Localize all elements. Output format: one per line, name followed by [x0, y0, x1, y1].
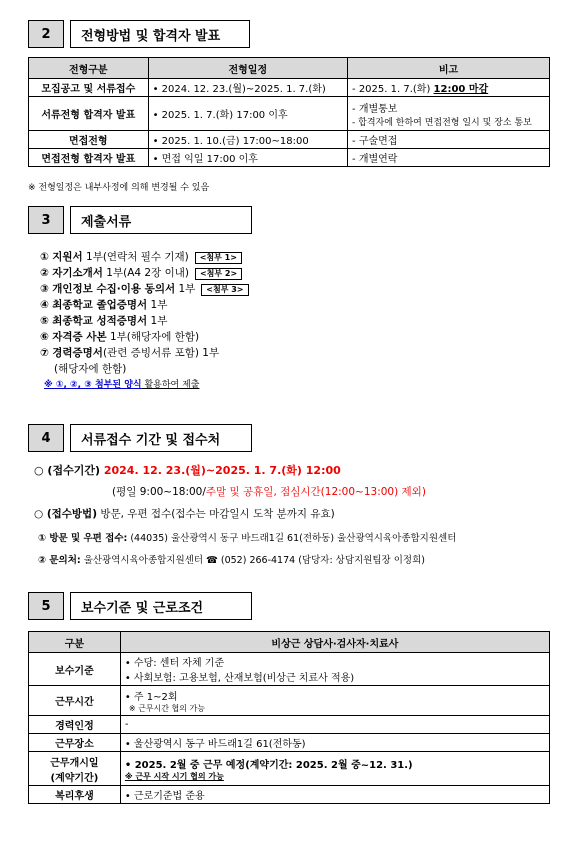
section-title: 서류접수 기간 및 접수처	[70, 424, 252, 452]
value-line: • 2025. 2월 중 근무 예정(계약기간: 2025. 2월 중~12. 31.)	[124, 759, 413, 771]
item-title: 최종학교 졸업증명서	[52, 299, 148, 311]
deadline-text: 12:00 마감	[433, 84, 489, 95]
table-row	[29, 686, 550, 716]
row-note	[348, 97, 550, 131]
item-title: 자격증 사본	[52, 331, 107, 343]
item-detail: 1부(A4 2장 이내)	[102, 267, 189, 279]
value-line: • 주 1~2회	[124, 691, 178, 703]
note-line: - 개별통보	[352, 103, 398, 115]
item-mark: ⑤	[40, 315, 49, 327]
row-label: 모집공고 및 서류접수	[29, 79, 149, 97]
section-number: 3	[28, 206, 64, 234]
list-item	[40, 249, 249, 265]
row-value: • 근로기준법 준용	[120, 786, 549, 804]
label-line: (계약기간)	[50, 772, 99, 784]
receipt-method	[34, 506, 335, 521]
list-item	[40, 265, 249, 281]
row-label: 근무시간	[29, 686, 121, 716]
item-mark: ⑥	[40, 331, 49, 343]
period-label: ○ (접수기간)	[34, 464, 104, 477]
value-line: • 수당: 센터 자체 기준	[124, 658, 225, 669]
value-line: • 사회보험: 고용보험, 산재보험(비상근 치료사 적용)	[124, 673, 355, 684]
work-conditions-table	[28, 631, 550, 804]
col-header: 비고	[348, 58, 550, 79]
row-value	[120, 752, 549, 786]
col-header: 전형일정	[148, 58, 347, 79]
item-mark: ⑦	[40, 347, 49, 359]
item-continuation: (해당자에 한함)	[54, 363, 127, 375]
receipt-hours	[112, 484, 426, 499]
selection-schedule-table	[28, 57, 550, 167]
item-detail: 1부(연락처 필수 기재)	[82, 251, 189, 263]
row-label: 경력인정	[29, 716, 121, 734]
table-row	[29, 716, 550, 734]
section-number: 5	[28, 592, 64, 620]
col-header: 전형구분	[29, 58, 149, 79]
section-title: 제출서류	[70, 206, 252, 234]
item-mark: ②	[40, 267, 49, 279]
col-header: 비상근 상담사·검사자·치료사	[120, 632, 549, 653]
list-item	[40, 297, 249, 313]
section-number: 4	[28, 424, 64, 452]
note-suffix: 활용하여 제출	[141, 380, 200, 390]
item-mark: ①	[40, 251, 49, 263]
row-label	[29, 752, 121, 786]
row-schedule: • 2024. 12. 23.(월)~2025. 1. 7.(화)	[148, 79, 347, 97]
item-mark: ③	[40, 283, 49, 295]
attachment-tag: <첨부 2>	[195, 268, 242, 280]
row-label: 서류전형 합격자 발표	[29, 97, 149, 131]
table-row	[29, 79, 550, 97]
item-detail: 1부	[175, 283, 196, 295]
receipt-period	[34, 462, 341, 478]
attached-forms-link[interactable]: 첨부된 양식	[94, 380, 142, 390]
table-row	[29, 752, 550, 786]
method-value: 방문, 우편 접수(접수는 마감일시 도착 분까지 유효)	[97, 508, 335, 520]
table-row	[29, 734, 550, 752]
row-note: - 구술면접	[348, 131, 550, 149]
section-title: 보수기준 및 근로조건	[70, 592, 252, 620]
section-number: 2	[28, 20, 64, 48]
value-note: ※ 근무시간 협의 가능	[128, 703, 205, 713]
list-item	[40, 329, 249, 345]
list-item	[40, 313, 249, 329]
item-title: 개인정보 수집·이용 동의서	[52, 283, 176, 295]
period-value: 2024. 12. 23.(월)~2025. 1. 7.(화) 12:00	[103, 464, 341, 477]
row-note: - 개별연락	[348, 149, 550, 167]
section-5-header	[28, 592, 252, 620]
row-label: 근무장소	[29, 734, 121, 752]
row-label: 보수기준	[29, 653, 121, 686]
item-title: 최종학교 성적증명서	[52, 315, 148, 327]
note-text: - 2025. 1. 7.(화)	[352, 84, 434, 95]
item-detail: 1부	[147, 315, 168, 327]
item-detail: (관련 증빙서류 포함) 1부	[102, 347, 220, 359]
visit-value: (44035) 울산광역시 동구 바드래1길 61(전하동) 울산광역시육아종합지원센터	[127, 533, 457, 544]
visit-label: ① 방문 및 우편 접수:	[38, 533, 128, 544]
visit-address	[38, 530, 456, 544]
value-note: ※ 근무 시작 시기 협의 가능	[124, 771, 224, 781]
item-title: 지원서	[52, 251, 83, 263]
section-4-header	[28, 424, 252, 452]
schedule-footnote: ※ 전형일정은 내부사정에 의해 변경될 수 있음	[28, 183, 210, 193]
item-detail: 1부	[147, 299, 168, 311]
documents-list	[40, 249, 249, 393]
row-label: 면접전형	[29, 131, 149, 149]
attachment-tag: <첨부 1>	[195, 252, 242, 264]
note-line: - 합격자에 한하여 면접전형 일시 및 장소 통보	[352, 117, 532, 128]
row-value: • 울산광역시 동구 바드래1길 61(전하동)	[120, 734, 549, 752]
item-title: 경력증명서	[52, 347, 103, 359]
section-title: 전형방법 및 합격자 발표	[70, 20, 250, 48]
row-value	[120, 686, 549, 716]
table-row	[29, 786, 550, 804]
contact-info	[38, 552, 425, 566]
label-line: 근무개시일	[50, 757, 99, 769]
col-header: 구분	[29, 632, 121, 653]
table-row	[29, 97, 550, 131]
item-mark: ④	[40, 299, 49, 311]
forms-note	[40, 377, 249, 393]
contact-value: 울산광역시육아종합지원센터 ☎ (052) 266-4174 (담당자: 상담지원팀장 이정희)	[80, 555, 425, 566]
attachment-tag: <첨부 3>	[201, 284, 248, 296]
row-schedule: • 2025. 1. 10.(금) 17:00~18:00	[148, 131, 347, 149]
contact-label: ② 문의처:	[38, 555, 81, 566]
row-value	[120, 653, 549, 686]
row-note	[348, 79, 550, 97]
section-2-header	[28, 20, 250, 48]
item-detail: 1부(해당자에 한함)	[106, 331, 200, 343]
table-row	[29, 653, 550, 686]
hours-excluded: 주말 및 공휴일, 점심시간(12:00~13:00) 제외)	[205, 486, 426, 498]
row-schedule: • 2025. 1. 7.(화) 17:00 이후	[148, 97, 347, 131]
table-row	[29, 149, 550, 167]
note-prefix: ※ ①, ②, ③	[44, 380, 95, 390]
section-3-header	[28, 206, 252, 234]
method-label: ○ (접수방법)	[34, 508, 97, 520]
hours-weekday: (평일 9:00~18:00/	[112, 486, 206, 498]
row-label: 면접전형 합격자 발표	[29, 149, 149, 167]
item-title: 자기소개서	[52, 267, 103, 279]
row-schedule: • 면접 익일 17:00 이후	[148, 149, 347, 167]
table-row	[29, 131, 550, 149]
row-value: -	[120, 716, 549, 734]
list-item	[40, 345, 249, 361]
list-item	[40, 281, 249, 297]
row-label: 복리후생	[29, 786, 121, 804]
